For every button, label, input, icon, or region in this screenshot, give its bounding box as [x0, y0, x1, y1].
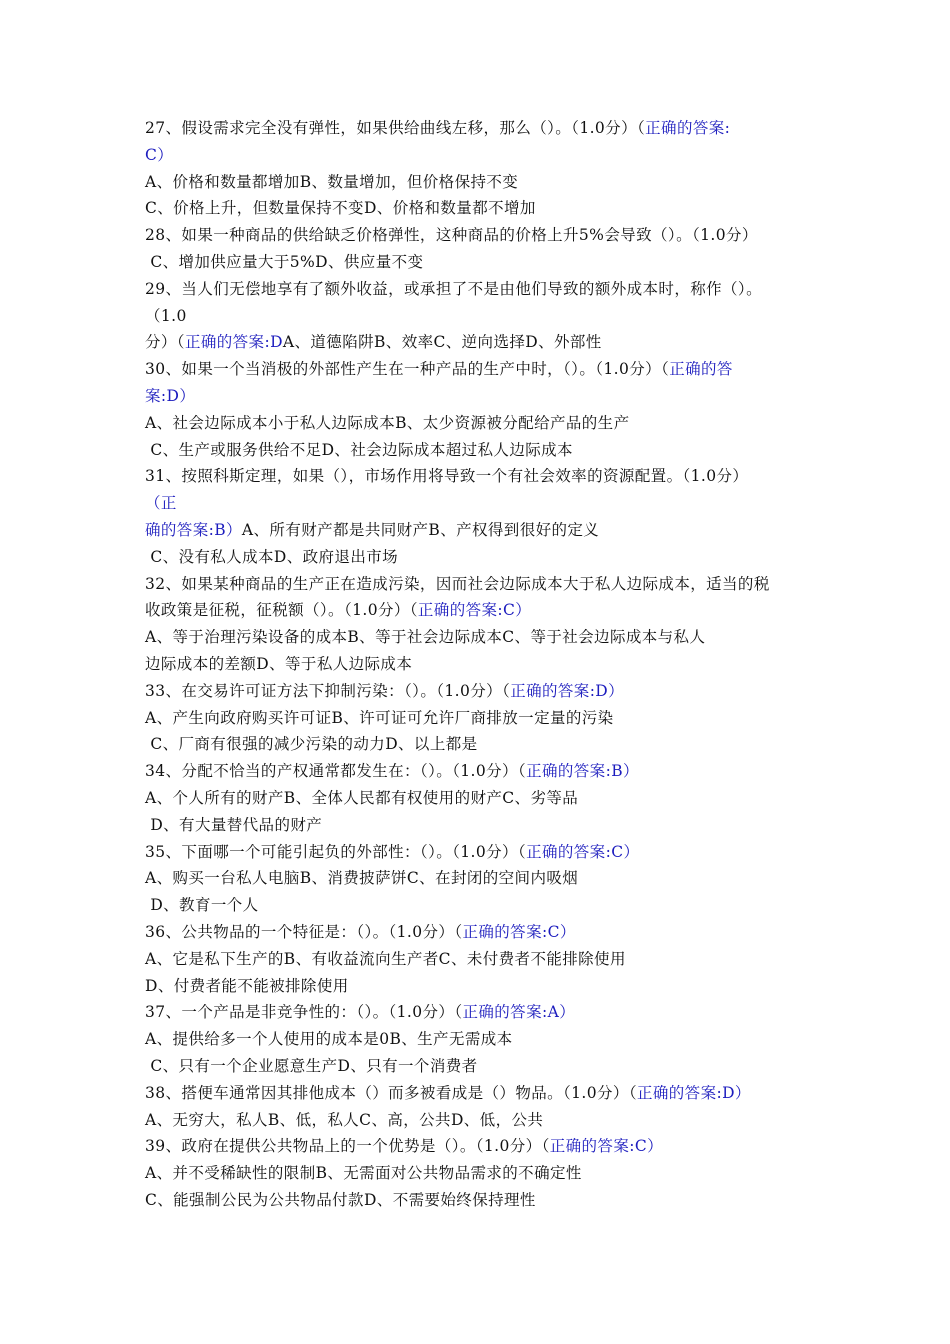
line-text: 36、公共物品的一个特征是：（）。（1.0分）（: [145, 923, 463, 941]
line-text: A、社会边际成本小于私人边际成本B、太少资源被分配给产品的生产: [145, 413, 630, 432]
line-text: A、道德陷阱B、效率C、逆向选择D、外部性: [282, 333, 602, 352]
line-text: C、没有私人成本D、政府退出市场: [145, 547, 399, 566]
text-line: [145, 922, 576, 942]
answer-text: 正确的答案:: [645, 119, 731, 137]
line-text: A、个人所有的财产B、全体人民都有权使用的财产C、劣等品: [145, 789, 579, 807]
text-line: [145, 895, 259, 915]
text-line: [145, 1136, 663, 1156]
line-text: D、教育一个人: [145, 896, 259, 915]
line-text: 37、一个产品是非竞争性的：（）。（1.0分）（: [145, 1003, 463, 1022]
text-line: [145, 332, 602, 352]
text-line: [145, 1056, 478, 1076]
line-text: 30、如果一个当消极的外部性产生在一种产品的生产中时，（）。（1.0分）（: [145, 360, 670, 379]
text-line: [145, 815, 322, 835]
text-line: [145, 708, 614, 728]
line-text: 33、在交易许可证方法下抑制污染：（）。（1.0分）（: [145, 681, 511, 700]
answer-text: 正确的答案:D）: [636, 1083, 751, 1102]
text-line: [145, 440, 573, 460]
answer-text: （正: [145, 494, 177, 513]
text-line: [145, 118, 730, 138]
text-line: [145, 976, 349, 996]
text-line: [145, 252, 423, 272]
text-line: [145, 306, 187, 326]
text-line: [145, 172, 518, 192]
text-line: [145, 145, 173, 165]
line-text: （1.0: [145, 306, 187, 325]
line-text: 39、政府在提供公共物品上的一个优势是（）。（1.0分）（: [145, 1137, 550, 1156]
line-text: D、有大量替代品的财产: [145, 815, 323, 834]
line-text: 分）（: [145, 333, 185, 352]
line-text: 28、如果一种商品的供给缺乏价格弹性，这种商品的价格上升5%会导致（）。（1.0分）: [145, 226, 758, 245]
line-text: A、价格和数量都增加B、数量增加，但价格保持不变: [145, 172, 519, 191]
text-line: [145, 359, 733, 379]
text-line: [145, 466, 748, 486]
line-text: A、所有财产都是共同财产B、产权得到很好的定义: [241, 521, 600, 539]
answer-text: 正确的答案:B）: [526, 762, 639, 781]
line-text: A、无穷大，私人B、低，私人C、高，公共D、低，公共: [145, 1110, 544, 1129]
text-line: [145, 627, 705, 647]
text-line: [145, 198, 536, 218]
line-text: 收政策是征税，征税额（）。（1.0分）（: [145, 601, 418, 620]
text-line: [145, 493, 177, 513]
line-text: D、付费者能不能被排除使用: [145, 976, 349, 995]
text-line: [145, 547, 398, 567]
text-line: [145, 949, 626, 969]
text-line: [145, 574, 770, 594]
answer-text: 正确的答案:C）: [417, 601, 532, 620]
text-line: [145, 1002, 575, 1022]
text-line: [145, 1163, 582, 1183]
line-text: C、能强制公民为公共物品付款D、不需要始终保持理性: [145, 1191, 536, 1209]
answer-text: 案:D）: [145, 387, 196, 405]
text-line: [145, 654, 412, 674]
text-line: [145, 868, 578, 888]
text-line: [145, 225, 758, 245]
line-text: C、增加供应量大于5%D、供应量不变: [145, 253, 424, 271]
line-text: 38、搭便车通常因其排他成本（）而多被看成是（）物品。（1.0分）（: [145, 1083, 637, 1102]
line-text: A、购买一台私人电脑B、消费披萨饼C、在封闭的空间内吸烟: [145, 869, 579, 888]
line-text: 35、下面哪一个可能引起负的外部性：（）。（1.0分）（: [145, 842, 527, 861]
text-line: [145, 681, 624, 701]
answer-text: 正确的答: [669, 360, 733, 379]
line-text: C、厂商有很强的减少污染的动力D、以上都是: [145, 735, 478, 754]
answer-text: 正确的答案:C）: [462, 923, 576, 941]
line-text: C、价格上升，但数量保持不变D、价格和数量都不增加: [145, 199, 536, 218]
line-text: 边际成本的差额D、等于私人边际成本: [145, 655, 413, 673]
text-line: [145, 1190, 536, 1210]
line-text: A、提供给多一个人使用的成本是0B、生产无需成本: [145, 1030, 513, 1049]
line-text: C、生产或服务供给不足D、社会边际成本超过私人边际成本: [145, 440, 573, 459]
line-text: C、只有一个企业愿意生产D、只有一个消费者: [145, 1057, 478, 1075]
line-text: A、产生向政府购买许可证B、许可证可允许厂商排放一定量的污染: [145, 708, 614, 727]
line-text: A、并不受稀缺性的限制B、无需面对公共物品需求的不确定性: [145, 1164, 582, 1183]
text-line: [145, 413, 630, 433]
line-text: 31、按照科斯定理，如果（），市场作用将导致一个有社会效率的资源配置。（1.0分）: [145, 467, 749, 486]
line-text: A、它是私下生产的B、有收益流向生产者C、未付费者不能排除使用: [145, 949, 626, 968]
text-line: [145, 1029, 513, 1049]
text-line: [145, 1110, 543, 1130]
answer-text: 正确的答案:D: [184, 333, 283, 352]
text-line: [145, 761, 639, 781]
answer-text: 正确的答案:C）: [549, 1137, 664, 1156]
text-line: [145, 279, 762, 299]
line-text: 29、当人们无偿地享有了额外收益，或承担了不是由他们导致的额外成本时，称作（）。: [145, 279, 762, 298]
answer-text: 正确的答案:D）: [510, 681, 625, 700]
text-line: [145, 1083, 751, 1103]
text-line: [145, 520, 599, 540]
answer-text: 正确的答案:C）: [526, 842, 640, 861]
answer-text: 确的答案:B）: [145, 521, 242, 539]
answer-text: 正确的答案:A）: [462, 1003, 576, 1022]
text-line: [145, 600, 531, 620]
answer-text: C）: [145, 145, 174, 164]
line-text: 34、分配不恰当的产权通常都发生在：（）。（1.0分）（: [145, 762, 527, 781]
text-line: [145, 386, 195, 406]
line-text: 27、假设需求完全没有弹性，如果供给曲线左移，那么（）。（1.0分）（: [145, 119, 646, 137]
line-text: A、等于治理污染设备的成本B、等于社会边际成本C、等于社会边际成本与私人: [145, 628, 706, 647]
line-text: 32、如果某种商品的生产正在造成污染，因而社会边际成本大于私人边际成本，适当的税: [145, 574, 770, 593]
text-line: [145, 734, 478, 754]
text-line: [145, 842, 639, 862]
text-line: [145, 788, 578, 808]
